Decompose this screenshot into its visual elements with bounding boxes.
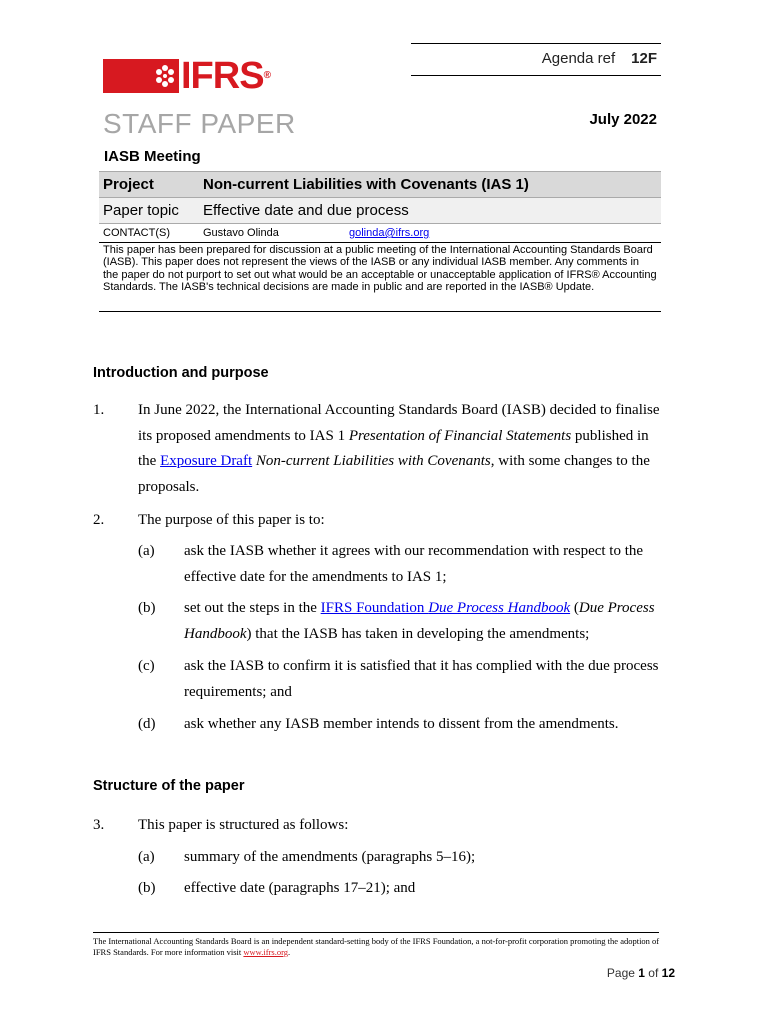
subitem-label: (a) xyxy=(138,849,155,865)
paragraph-number: 1. xyxy=(93,402,105,418)
contact-row xyxy=(99,224,661,243)
subitem-label: (d) xyxy=(138,716,156,732)
project-label: Project xyxy=(99,172,199,198)
exposure-draft-link[interactable]: Exposure Draft xyxy=(160,453,253,469)
page-number: Page 1 of 12 xyxy=(606,966,675,980)
subitem-a: ask the IASB whether it agrees with our recommendation with respect to the effective date for the amendments to IAS 1; xyxy=(184,543,644,585)
footnote-rule xyxy=(93,932,659,933)
project-value: Non-current Liabilities with Covenants (IAS 1) xyxy=(199,172,661,198)
paragraph-3: This paper is structured as follows: xyxy=(138,817,349,833)
contact-label: CONTACT(S) xyxy=(99,224,199,243)
agenda-top-rule xyxy=(411,43,661,44)
heading-introduction: Introduction and purpose xyxy=(93,365,269,381)
subitem-d: ask whether any IASB member intends to dissent from the amendments. xyxy=(184,716,619,732)
paragraph-number: 3. xyxy=(93,817,105,833)
agenda-ref-label: Agenda ref xyxy=(541,50,616,67)
agenda-bottom-rule xyxy=(411,75,661,76)
paper-date: July 2022 xyxy=(589,111,657,128)
contact-email-link[interactable]: golinda@ifrs.org xyxy=(349,227,430,239)
subitem-label: (b) xyxy=(138,600,156,616)
subitem-label: (a) xyxy=(138,543,155,559)
topic-value: Effective date and due process xyxy=(199,198,661,224)
topic-label: Paper topic xyxy=(99,198,199,224)
structure-item-a: summary of the amendments (paragraphs 5–16); xyxy=(184,849,476,865)
logo-bar xyxy=(103,59,151,93)
project-row xyxy=(99,172,661,198)
ifrs-logo xyxy=(103,55,270,97)
agenda-ref xyxy=(411,50,657,67)
subitem-b: set out the steps in the IFRS Foundation Due Process Handbook (Due Process Handbook) that the IASB has taken in developing the amendments; xyxy=(184,600,655,642)
paragraph-2: The purpose of this paper is to: xyxy=(138,512,325,528)
contact-name: Gustavo Olinda xyxy=(199,224,345,243)
subitem-label: (b) xyxy=(138,880,156,896)
paragraph-1: In June 2022, the International Accounting Standards Board (IASB) decided to finalise its proposed amendments to IAS 1 Presentation of Financial Statements published in the Exposure Draft Non-current Liabilities with Covenants, with some changes to the proposals. xyxy=(138,402,660,495)
project-table xyxy=(99,171,661,243)
ifrs-emblem-icon xyxy=(151,59,179,93)
meeting-name: IASB Meeting xyxy=(104,148,201,165)
disclaimer: This paper has been prepared for discussion at a public meeting of the International Accounting Standards Board (IASB). This paper does not represent the views of the IASB or any individual IASB member. Any comments in the paper do not purport to set out what would be an acceptable or unacceptable application of IFRS® Accounting Standards. The IASB's technical decisions are made in public and are reported in the IASB® Update. xyxy=(103,244,657,294)
subitem-label: (c) xyxy=(138,658,155,674)
document-type: STAFF PAPER xyxy=(103,108,296,139)
footnote: The International Accounting Standards Board is an independent standard-setting body of the IFRS Foundation, a not-for-profit corporation promoting the adoption of IFRS Standards. For more information visit www.ifrs.org. xyxy=(93,936,660,957)
structure-item-b: effective date (paragraphs 17–21); and xyxy=(184,880,416,896)
logo-wordmark: IFRS® xyxy=(181,55,270,97)
due-process-handbook-link[interactable]: IFRS Foundation Due Process Handbook xyxy=(320,600,571,616)
topic-row xyxy=(99,198,661,224)
agenda-ref-value: 12F xyxy=(631,50,657,67)
ifrs-website-link[interactable]: www.ifrs.org xyxy=(243,947,289,957)
disclaimer-rule xyxy=(99,311,661,312)
subitem-c: ask the IASB to confirm it is satisfied that it has complied with the due process requirements; and xyxy=(184,658,659,700)
paragraph-number: 2. xyxy=(93,512,105,528)
heading-structure: Structure of the paper xyxy=(93,778,245,794)
